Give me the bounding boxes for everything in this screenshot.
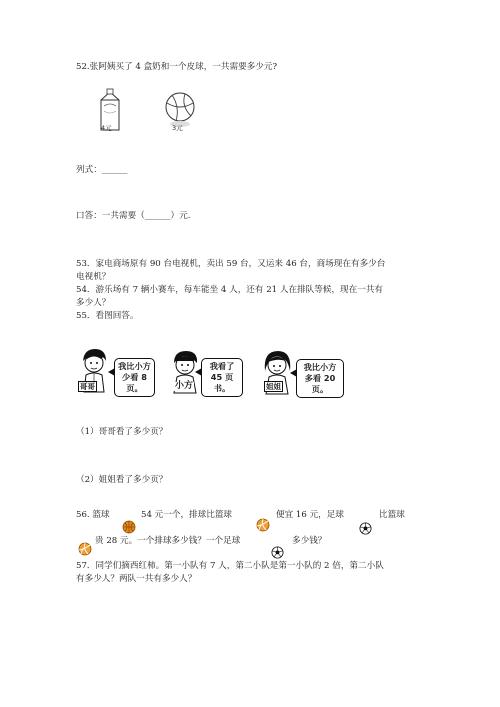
- q52-answer: 口答：一共需要（______）元.: [76, 211, 191, 221]
- bubble-jiejie-line1: 我比小方: [303, 362, 337, 372]
- bubble-jiejie: [296, 359, 344, 398]
- volleyball-icon-2: [78, 541, 92, 560]
- name-xiaofang: 小方: [175, 381, 194, 391]
- q55-title: 55．看图回答。: [76, 311, 139, 321]
- q53-line2: 电视机？: [76, 272, 111, 282]
- q52-formula: 列式：______: [76, 165, 128, 175]
- q56-part5: 贵 28 元。一个排球多少钱？一个足球: [95, 536, 241, 546]
- bubble-gege: [114, 358, 155, 397]
- volleyball-icon: [256, 517, 270, 536]
- bubble-xiaofang: [201, 358, 243, 397]
- q55-sub2: （2）姐姐看了多少页？: [76, 475, 168, 485]
- q56-part3: 便宜 16 元，足球: [276, 510, 344, 520]
- q56-part1: 56. 篮球: [76, 510, 110, 520]
- milk-price-label: 4元: [101, 124, 112, 132]
- ball-price-label: 3元: [172, 124, 183, 132]
- q52-text: 52.张阿姨买了 4 盒奶和一个皮球，一共需要多少元?: [76, 62, 278, 72]
- bubble-gege-line1: 我比小方: [118, 361, 151, 371]
- q55-sub1: （1）哥哥看了多少页？: [76, 427, 168, 437]
- football-icon: [359, 520, 372, 539]
- name-gege: 哥哥: [80, 382, 95, 391]
- q54-line1: 54．游乐场有 7 辆小赛车，每车能坐 4 人，还有 21 人在排队等候，现在一共有: [76, 285, 384, 295]
- q57-line1: 57．同学们摘西红柿。第一小队有 7 人，第二小队是第一小队的 2 倍，第二小队: [76, 561, 384, 571]
- q53-line1: 53．家电商场原有 90 台电视机，卖出 59 台，又运来 46 台，商场现在有多少台: [76, 259, 386, 269]
- q56-part4: 比篮球: [379, 510, 405, 520]
- bubble-jiejie-line2: 多看 20 页。: [304, 373, 336, 394]
- q56-part6: 多少钱？: [292, 536, 327, 546]
- name-jiejie: 姐姐: [266, 382, 281, 391]
- bubble-xiaofang-line2: 45 页书。: [210, 372, 234, 393]
- q54-line2: 多少人？: [76, 298, 111, 308]
- q57-line2: 有多少人？两队一共有多少人？: [76, 574, 197, 584]
- q56-part2: 54 元一个，排球比篮球: [141, 510, 233, 520]
- bubble-gege-line2: 少看 8 页。: [122, 372, 147, 393]
- bubble-xiaofang-line1: 我看了: [209, 361, 235, 371]
